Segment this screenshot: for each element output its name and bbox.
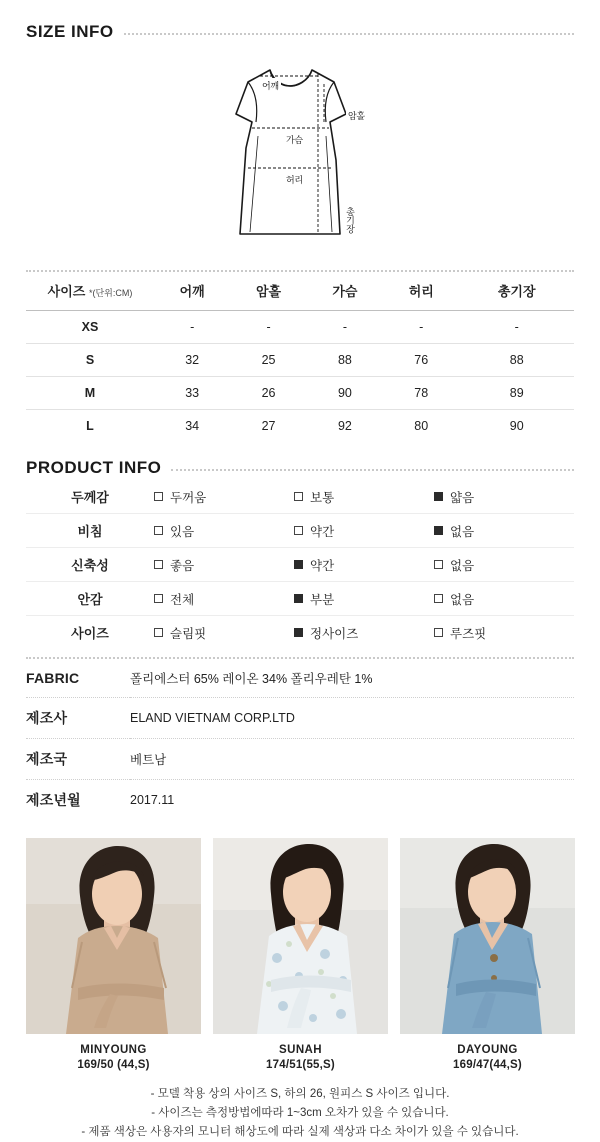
size-table-th-waist: 허리: [383, 272, 459, 311]
size-cell-label: XS: [26, 311, 154, 344]
size-cell-value: 34: [185, 419, 200, 433]
fabric-value: 2017.11: [130, 793, 175, 807]
fabric-value: ELAND VIETNAM CORP.LTD: [130, 698, 574, 739]
model-spec: 169/50 (44,S): [77, 1059, 150, 1071]
checkbox-icon-checked[interactable]: [294, 594, 303, 603]
model-photo-minyoung: [26, 838, 201, 1034]
list-item: [213, 838, 388, 1071]
option-label: 없음: [450, 524, 475, 539]
table-row: [26, 311, 574, 344]
option-cell[interactable]: [294, 616, 434, 650]
size-cell-value: 76: [383, 344, 459, 377]
option-label: 있음: [170, 524, 195, 539]
model-name: SUNAH: [279, 1044, 322, 1056]
size-cell-value: 33: [154, 377, 230, 410]
checkbox-icon-checked[interactable]: [434, 492, 443, 501]
option-label: 없음: [450, 592, 475, 607]
size-cell-value: 25: [230, 344, 306, 377]
property-label: 안감: [26, 582, 154, 616]
size-cell-value: -: [307, 311, 383, 344]
list-item: [400, 838, 575, 1071]
option-label: 슬림핏: [170, 626, 207, 641]
table-row: [26, 616, 574, 650]
checkbox-icon-checked[interactable]: [434, 526, 443, 535]
fabric-label: FABRIC: [26, 659, 130, 698]
footnote-line: - 사이즈는 측정방법에따라 1~3cm 오차가 있을 수 있습니다.: [151, 1107, 449, 1119]
checkbox-icon[interactable]: [434, 628, 443, 637]
option-label: 좋음: [170, 558, 195, 573]
size-table: [26, 272, 574, 442]
table-row: [26, 698, 574, 739]
dotted-rule: [124, 33, 574, 35]
option-cell[interactable]: [434, 548, 574, 582]
size-cell-value: 80: [414, 419, 429, 433]
option-cell[interactable]: [154, 514, 294, 548]
size-cell-value: -: [459, 311, 574, 344]
option-cell[interactable]: [434, 480, 574, 514]
size-cell-value: 88: [459, 344, 574, 377]
option-cell[interactable]: [154, 548, 294, 582]
size-table-th-length: 총기장: [459, 272, 574, 311]
table-row: [26, 780, 574, 821]
checkbox-icon[interactable]: [434, 594, 443, 603]
list-item: [26, 838, 201, 1071]
size-cell-value: 90: [307, 377, 383, 410]
size-table-th-chest: 가슴: [307, 272, 383, 311]
size-info-title: SIZE INFO: [26, 22, 114, 41]
size-cell-value: 78: [383, 377, 459, 410]
size-cell-label: M: [26, 377, 154, 410]
size-cell-value: 89: [459, 377, 574, 410]
option-cell[interactable]: [434, 514, 574, 548]
model-spec: 169/47(44,S): [453, 1059, 522, 1071]
checkbox-icon[interactable]: [154, 628, 163, 637]
option-cell[interactable]: [434, 582, 574, 616]
table-row: [26, 344, 574, 377]
option-cell[interactable]: [294, 480, 434, 514]
option-label: 정사이즈: [310, 626, 359, 641]
size-header-label: 사이즈: [47, 284, 86, 299]
model-spec: 174/51(55,S): [266, 1059, 335, 1071]
dotted-rule: [171, 469, 574, 471]
option-label: 두꺼움: [170, 490, 207, 505]
option-label: 부분: [310, 592, 335, 607]
dress-diagram: [26, 48, 574, 260]
fabric-value: 베트남: [130, 739, 574, 780]
product-info-title: PRODUCT INFO: [26, 458, 162, 477]
size-cell-value: 27: [261, 419, 276, 433]
option-cell[interactable]: [154, 616, 294, 650]
size-cell-value: -: [154, 311, 230, 344]
size-table-header-row: [26, 272, 574, 311]
model-name: MINYOUNG: [80, 1044, 147, 1056]
footnote-line: - 제품 색상은 사용자의 모니터 해상도에 따라 실제 색상과 다소 차이가 있을 수 있습니다.: [81, 1126, 519, 1138]
model-photo-sunah: [213, 838, 388, 1034]
model-name: DAYOUNG: [457, 1044, 518, 1056]
size-table-th-size: [26, 272, 154, 311]
option-label: 루즈핏: [450, 626, 487, 641]
size-cell-value: 88: [307, 344, 383, 377]
size-cell-value: -: [383, 311, 459, 344]
size-table-th-armhole: 암홀: [230, 272, 306, 311]
size-cell-value: 92: [337, 419, 352, 433]
checkbox-icon[interactable]: [154, 594, 163, 603]
table-row: [26, 659, 574, 698]
size-cell-value: 26: [230, 377, 306, 410]
size-cell-value: 32: [154, 344, 230, 377]
size-cell-value: -: [230, 311, 306, 344]
product-info-header: [26, 442, 574, 478]
footnotes: [26, 1085, 574, 1142]
property-label: 비침: [26, 514, 154, 548]
fabric-value: 폴리에스터 65% 레이온 34% 폴리우레탄 1%: [130, 659, 574, 698]
property-label: 신축성: [26, 548, 154, 582]
model-list: [26, 838, 574, 1071]
diagram-label-armhole: 암홀: [346, 108, 367, 123]
model-photo-dayoung: [400, 838, 575, 1034]
option-label: 없음: [450, 558, 475, 573]
checkbox-icon-checked[interactable]: [294, 560, 303, 569]
size-table-th-shoulder: 어깨: [154, 272, 230, 311]
fabric-label: 제조년월: [26, 792, 81, 808]
fabric-info-table: [26, 659, 574, 820]
diagram-label-chest: 가슴: [284, 132, 305, 147]
option-cell[interactable]: [434, 616, 574, 650]
checkbox-icon[interactable]: [154, 492, 163, 501]
table-row: [26, 582, 574, 616]
table-row: [26, 548, 574, 582]
size-cell-label: L: [86, 419, 94, 433]
option-cell[interactable]: [294, 582, 434, 616]
option-cell[interactable]: [294, 514, 434, 548]
checkbox-icon[interactable]: [294, 526, 303, 535]
dress-outline-svg: [200, 48, 400, 254]
checkbox-icon[interactable]: [294, 492, 303, 501]
checkbox-icon[interactable]: [154, 526, 163, 535]
footnote-line: - 모델 착용 상의 사이즈 S, 하의 26, 원피스 S 사이즈 입니다.: [150, 1088, 450, 1100]
fabric-label: 제조국: [26, 739, 130, 780]
option-label: 얇음: [450, 490, 475, 505]
diagram-label-waist: 허리: [284, 172, 305, 187]
table-row: [26, 410, 574, 443]
option-cell[interactable]: [154, 582, 294, 616]
option-label: 전체: [170, 592, 195, 607]
option-label: 약간: [310, 558, 335, 573]
table-row: [26, 377, 574, 410]
checkbox-icon[interactable]: [434, 560, 443, 569]
product-info-table: [26, 480, 574, 649]
option-label: 약간: [310, 524, 335, 539]
size-cell-label: S: [26, 344, 154, 377]
table-row: [26, 480, 574, 514]
checkbox-icon-checked[interactable]: [294, 628, 303, 637]
property-label: 두께감: [26, 480, 154, 514]
checkbox-icon[interactable]: [154, 560, 163, 569]
diagram-label-shoulder: 어깨: [260, 78, 281, 93]
size-info-header: [26, 0, 574, 42]
size-cell-value: 90: [509, 419, 524, 433]
table-row: [26, 739, 574, 780]
option-cell[interactable]: [154, 480, 294, 514]
unit-note: *(단위:CM): [88, 288, 133, 298]
option-cell[interactable]: [294, 548, 434, 582]
table-row: [26, 514, 574, 548]
option-label: 보통: [310, 490, 335, 505]
property-label: 사이즈: [71, 626, 109, 641]
diagram-label-total-length: 총기장: [341, 206, 358, 234]
fabric-label: 제조사: [26, 698, 130, 739]
